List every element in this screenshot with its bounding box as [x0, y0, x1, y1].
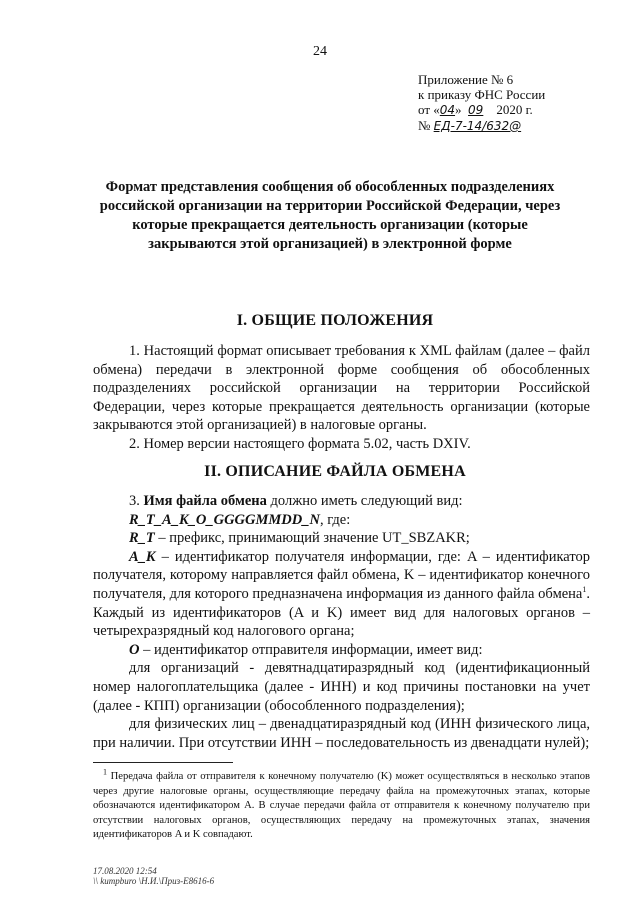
organizations-definition: для организаций - девятнадцатиразрядный код (идентификационный номер налогоплательщика (далее - ИНН) и код причины постановки на учет (далее - КПП) организации (обособленного подразделения); — [93, 660, 590, 714]
date-month: 09 — [468, 103, 484, 117]
file-name-pattern: R_T_A_K_O_GGGGMMDD_N, где: — [129, 511, 351, 528]
footnote — [93, 767, 590, 843]
appendix-block — [418, 72, 545, 134]
order-number: ЕД-7-14/632@ — [433, 119, 522, 133]
paragraph-1: 1. Настоящий формат описывает требования к XML файлам (далее – файл обмена) передачи в электронной форме сообщения об обособленных подразделениях российской организации на территории Российской Федерации, через которые прекращается деятельность организации (которые закрываются этой организацией) в налоговые органы. — [93, 343, 590, 434]
footnote-text: Передача файла от отправителя к конечному получателю (K) может осуществляться в несколько этапов через другие налоговые органы, осуществляющие передачу файла на промежуточных этапах, которые обозначаются идентификатором A. В случае передачи файла от отправителя к конечному получателю при отсутствии налоговых органов, осуществляющих передачу на промежуточных этапах, значения идентификаторов A и K совпадают. — [93, 771, 590, 841]
document-title: Формат представления сообщения об обособленных подразделениях российской организации на территории Российской Федерации, через которые прекращается деятельность организации (которые закрываются этой организацией) в электронной форме — [99, 179, 561, 252]
appendix-date-line — [418, 102, 545, 118]
section-2-heading: II. ОПИСАНИЕ ФАЙЛА ОБМЕНА — [204, 463, 466, 480]
file-name-term: Имя файла обмена — [143, 493, 267, 509]
ak-definition: A_K – идентификатор получателя информации, где: A – идентификатор получателя, которому направляется файл обмена, K – идентификатор конечного получателя, для которого предназначена информация из данного файла обмена$^1$. Каждый из идентификаторов (A и K) имеет вид для налоговых органов – четырехразрядный код налогового органа; — [93, 548, 590, 640]
date-year: 2020 г. — [496, 102, 533, 117]
section-2-body — [93, 492, 590, 752]
paragraph-2: 2. Номер версии настоящего формата 5.02, часть DXIV. — [129, 435, 471, 452]
order-prefix: № — [418, 118, 434, 133]
footnote-divider — [93, 762, 233, 763]
stamp-line-2: \\ kumpburo \Н.И.\Приз-Е8616-6 — [93, 876, 215, 886]
footnote-number: 1 — [103, 767, 107, 777]
date-sep: » — [455, 102, 462, 117]
page-number: 24 — [313, 44, 327, 59]
o-definition: O – идентификатор отправителя информации, имеет вид: — [129, 641, 483, 658]
appendix-line-1: Приложение № 6 — [418, 72, 514, 87]
date-day: 04 — [439, 103, 456, 117]
section-1-body — [93, 342, 590, 454]
date-prefix: от « — [418, 102, 440, 117]
order-number-line — [418, 118, 545, 134]
individuals-definition: для физических лиц – двенадцатиразрядный код (ИНН физического лица, при наличии. При отсутствии ИНН – последовательность из двенадцати нулей); — [93, 716, 590, 751]
section-1-heading: I. ОБЩИЕ ПОЛОЖЕНИЯ — [236, 312, 434, 329]
appendix-line-2: к приказу ФНС России — [418, 87, 546, 102]
rt-definition: R_T – префикс, принимающий значение UT_SBZAKR; — [129, 530, 470, 547]
footnote-ref: 1 — [582, 585, 587, 595]
print-stamp — [93, 866, 214, 886]
stamp-line-1: 17.08.2020 12:54 — [93, 866, 157, 876]
paragraph-3: 3. Имя файла обмена должно иметь следующий вид: — [129, 493, 463, 509]
